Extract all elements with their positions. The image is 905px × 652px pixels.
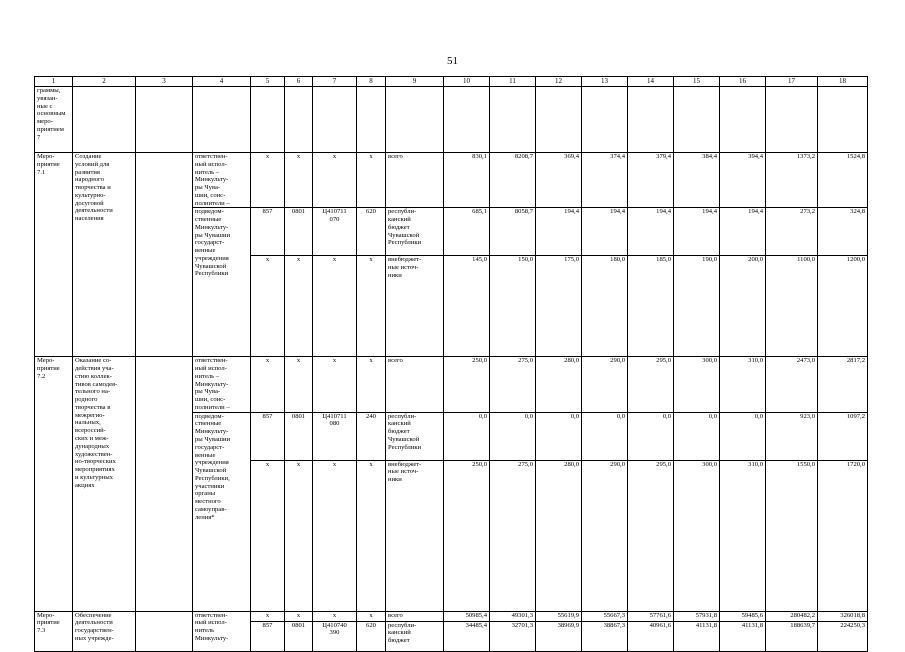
cell-value: 310,0 [720,357,766,412]
cell-value: 34485,4 [444,621,490,651]
column-number: 13 [582,77,628,87]
cell-grbs: x [251,460,285,611]
cell-value: 324,8 [818,208,868,256]
cell-value: 224250,3 [818,621,868,651]
cell-grbs: 857 [251,621,285,651]
cell-value: 55619,9 [536,611,582,621]
cell-value: 374,4 [582,153,628,208]
cell-value: 150,0 [490,256,536,357]
cell-value: 326018,8 [818,611,868,621]
cell-value: 190,0 [674,256,720,357]
cell-value: 49301,3 [490,611,536,621]
cell-value: 384,4 [674,153,720,208]
cell-grbs: x [251,611,285,621]
cell-article: x [313,611,357,621]
measure-title-text-continued: творчества в межрегио- нальных, всероссий- ских и меж- дународных художествен- но-творческих мероприятиях и культурных акциях [75,403,116,489]
cell-article: x [313,460,357,611]
cell-section: x [285,153,313,208]
executor-text: ответствен- ный испол- нитель – Минкульту- ры Чува- шии, соис- полнители – [195,357,230,411]
coexecutor-cell [193,208,251,357]
column-number: 9 [386,77,444,87]
cell-expense: x [357,256,386,357]
cell-article: x [313,357,357,412]
cell-value: 185,0 [628,256,674,357]
cell-value: 32701,3 [490,621,536,651]
cell-value: 8058,7 [490,208,536,256]
measure-label-cell: Меро- приятие 7.2 [35,357,73,611]
executor-text: ответствен- ный испол- нитель – Минкульту- ры Чува- шии, соис- полнители – [195,153,230,207]
cell-grbs: 857 [251,412,285,460]
cell-value: 1373,2 [766,153,818,208]
cell-article: Ц410711 080 [313,412,357,460]
column-number: 7 [313,77,357,87]
cell-article: x [313,256,357,357]
cell-section: x [285,256,313,357]
cell-value: 194,4 [720,208,766,256]
cell-value: 290,0 [582,357,628,412]
column-number: 14 [628,77,674,87]
cell-value: 2473,0 [766,357,818,412]
executor-cell [193,357,251,412]
cell-expense: x [357,357,386,412]
column-number: 2 [73,77,136,87]
cell-value: 145,0 [444,256,490,357]
cell-value: 41131,8 [720,621,766,651]
cell-value: 275,0 [490,460,536,611]
cell-expense: x [357,153,386,208]
cell-value: 1720,0 [818,460,868,611]
cell-value: 280,0 [536,460,582,611]
cell-value: 200,0 [720,256,766,357]
executor-text: ответствен- ный испол- нитель Минкульту- [195,611,229,643]
cell-value: 0,0 [720,412,766,460]
cell-value: 0,0 [536,412,582,460]
cell-value: 50985,4 [444,611,490,621]
cell-value: 685,1 [444,208,490,256]
cell-value: 38867,3 [582,621,628,651]
column-number: 1 [35,77,73,87]
column-number: 12 [536,77,582,87]
table-row [35,611,868,621]
cell-source: всего [386,357,444,412]
cell-article: Ц410711 070 [313,208,357,256]
cell-value: 275,0 [490,357,536,412]
cell-value: 295,0 [628,357,674,412]
column-number: 15 [674,77,720,87]
cell-value: 55667,3 [582,611,628,621]
column-number: 5 [251,77,285,87]
measure-title-cell: Обеспечение деятельности государствен- ных учрежде- [73,611,136,651]
cell-value: 273,2 [766,208,818,256]
column-number: 18 [818,77,868,87]
cell-value: 38969,9 [536,621,582,651]
cell-value: 59485,6 [720,611,766,621]
cell-value: 1550,0 [766,460,818,611]
cell-value: 180,0 [582,256,628,357]
cell-section: 0801 [285,208,313,256]
cell-value: 57931,8 [674,611,720,621]
column-number-row [35,77,868,87]
cell-value: 40961,6 [628,621,674,651]
measure-title-cell: Создание условий для развития народного творчества и культурно- досуговой деятельности населения [73,153,136,357]
cell-grbs: x [251,153,285,208]
cell-grbs: 857 [251,208,285,256]
budget-table [34,76,868,652]
executor-cell [193,611,251,651]
column-number: 3 [136,77,193,87]
cell-expense: 240 [357,412,386,460]
program-label-cell: граммы, увязан- ные с основным меро- приятием 7 [35,87,73,153]
cell-source: республи- канский бюджет Чувашской Республики [386,208,444,256]
cell-grbs: x [251,357,285,412]
cell-source: республи- канский бюджет Чувашской Республики [386,412,444,460]
column-number: 16 [720,77,766,87]
column-number: 4 [193,77,251,87]
table-row [35,357,868,412]
cell-value: 1097,2 [818,412,868,460]
measure-title-text: Оказание со- действия уча- стию коллек- тивов самодея- тельного на- родного [75,357,118,404]
cell-value: 394,4 [720,153,766,208]
cell-value: 0,0 [628,412,674,460]
executor-cell [193,153,251,208]
cell-value: 0,0 [582,412,628,460]
cell-source: внебюджет- ные источ- ники [386,460,444,611]
cell-section: x [285,357,313,412]
cell-value: 1100,0 [766,256,818,357]
cell-section: x [285,460,313,611]
cell-value: 250,0 [444,460,490,611]
coexecutor-text: подведом- ственные Минкульту- ры Чувашии государст- венные учреждения Чувашской Республики [195,208,231,278]
cell-grbs: x [251,256,285,357]
cell-value: 0,0 [490,412,536,460]
measure-label-cell: Меро- приятие 7.3 [35,611,73,651]
cell-value: 1200,0 [818,256,868,357]
cell-value: 194,4 [582,208,628,256]
cell-expense: x [357,460,386,611]
coexecutor-text: подведом- ственные Минкульту- ры Чувашии государст- венные учреждения Чувашской Республики, участники органы местного самоуправ- ления* [195,412,231,521]
cell-value: 300,0 [674,460,720,611]
cell-source: внебюджет- ные источ- ники [386,256,444,357]
cell-source: республи- канский бюджет [386,621,444,651]
cell-value: 57761,6 [628,611,674,621]
cell-value: 369,4 [536,153,582,208]
cell-value: 175,0 [536,256,582,357]
cell-value: 295,0 [628,460,674,611]
cell-value: 300,0 [674,357,720,412]
cell-article: Ц410740 390 [313,621,357,651]
page-number: 51 [447,55,458,67]
cell-value: 830,1 [444,153,490,208]
cell-value: 194,4 [628,208,674,256]
cell-value: 290,0 [582,460,628,611]
cell-section: x [285,611,313,621]
measure-label-cell: Меро- приятие 7.1 [35,153,73,357]
column-number: 6 [285,77,313,87]
cell-value: 1524,8 [818,153,868,208]
cell-source: всего [386,611,444,621]
cell-value: 41131,8 [674,621,720,651]
cell-value: 280482,2 [766,611,818,621]
cell-value: 188639,7 [766,621,818,651]
cell-value: 310,0 [720,460,766,611]
cell-expense: x [357,611,386,621]
column-number: 11 [490,77,536,87]
cell-value: 194,4 [536,208,582,256]
measure-title-cell [73,357,136,611]
cell-value: 923,0 [766,412,818,460]
table-row [35,153,868,208]
column-number: 17 [766,77,818,87]
cell-value: 0,0 [674,412,720,460]
coexecutor-cell [193,412,251,611]
column-number: 8 [357,77,386,87]
cell-value: 0,0 [444,412,490,460]
cell-source: всего [386,153,444,208]
cell-section: 0801 [285,412,313,460]
cell-value: 379,4 [628,153,674,208]
cell-expense: 620 [357,621,386,651]
continuation-row [35,87,868,153]
cell-value: 8208,7 [490,153,536,208]
cell-value: 280,0 [536,357,582,412]
cell-article: x [313,153,357,208]
cell-value: 250,0 [444,357,490,412]
cell-expense: 620 [357,208,386,256]
cell-value: 194,4 [674,208,720,256]
column-number: 10 [444,77,490,87]
cell-section: 0801 [285,621,313,651]
cell-value: 2817,2 [818,357,868,412]
